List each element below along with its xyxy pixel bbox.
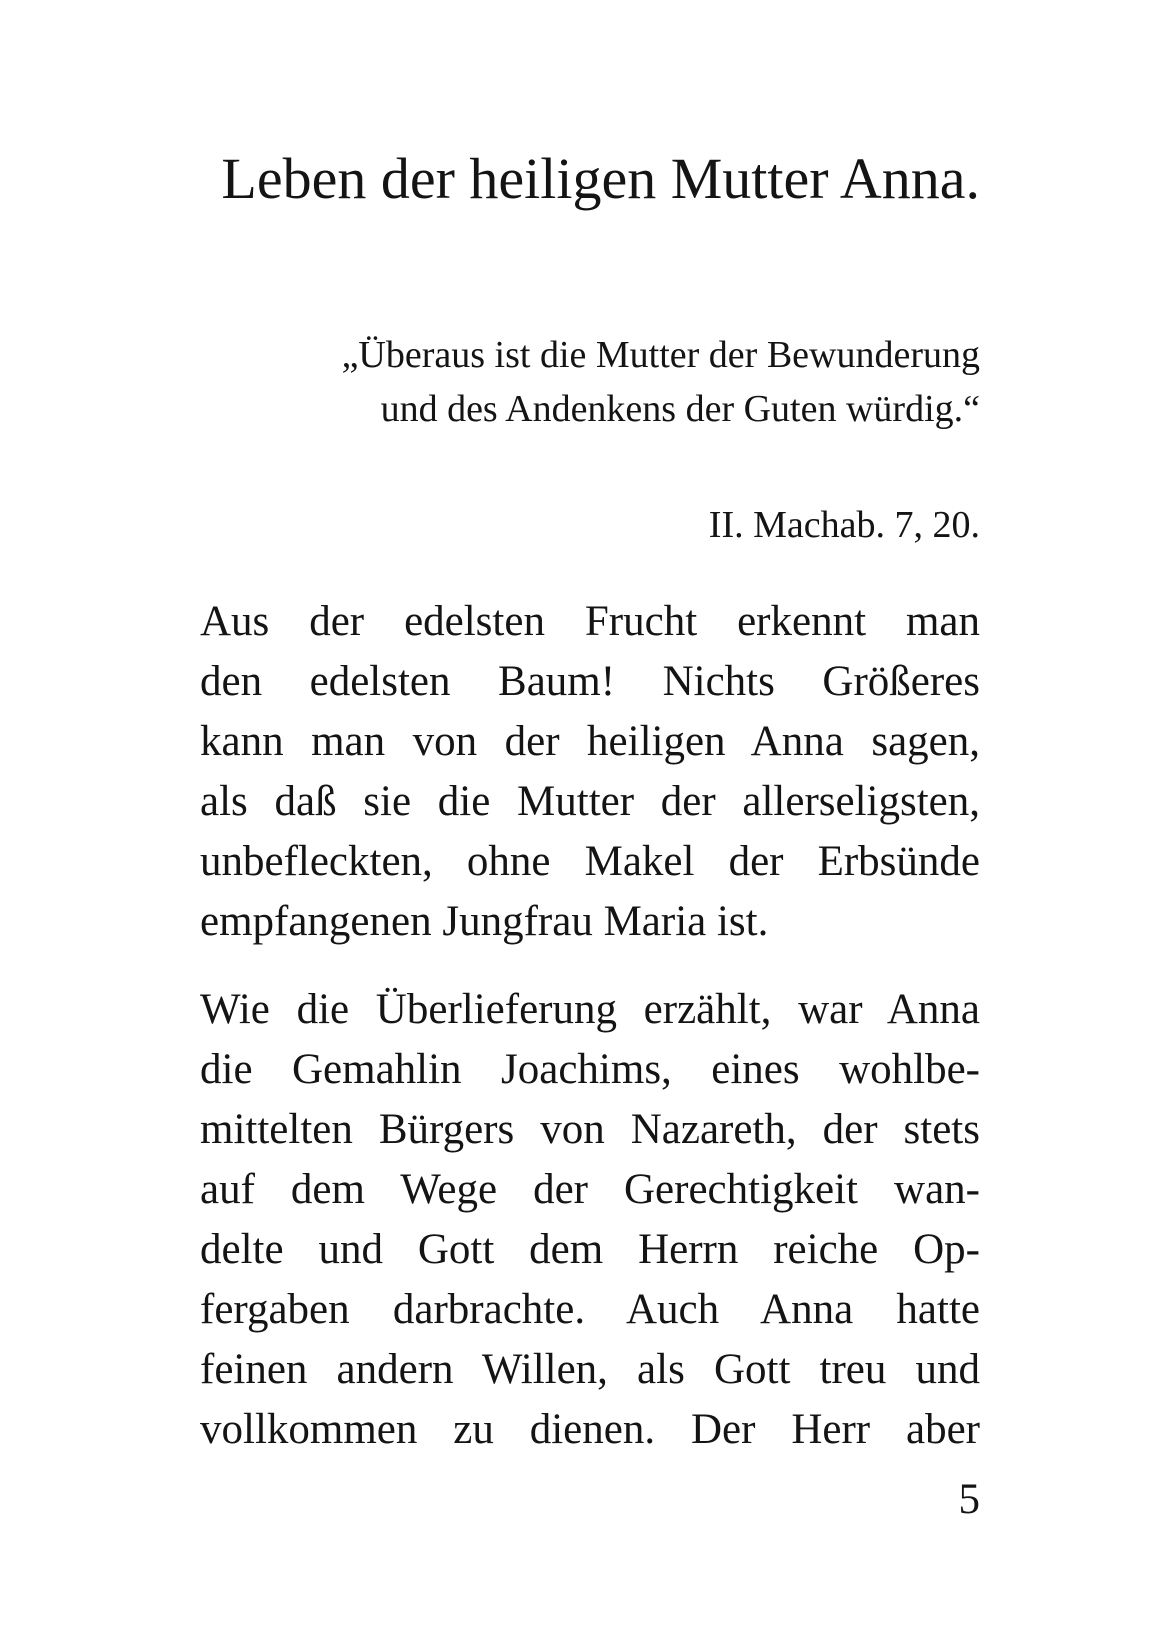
page-number: 5 xyxy=(958,1476,980,1523)
text-line: als daß sie die Mutter der allerseligsten, xyxy=(200,778,980,825)
text-line: Aus der edelsten Frucht erkennt man xyxy=(200,598,980,645)
epigraph-reference: II. Machab. 7, 20. xyxy=(708,504,980,546)
text-line: auf dem Wege der Gerechtigkeit wan- xyxy=(200,1166,980,1213)
epigraph-line: „Überaus ist die Mutter der Bewunderung xyxy=(341,334,980,376)
epigraph-line: und des Andenkens der Guten würdig.“ xyxy=(380,388,980,430)
text-line: die Gemahlin Joachims, eines wohlbe- xyxy=(200,1046,980,1093)
text-line: delte und Gott dem Herrn reiche Op- xyxy=(200,1226,980,1273)
text-line: fergaben darbrachte. Auch Anna hatte xyxy=(200,1286,980,1333)
text-line: vollkommen zu dienen. Der Herr aber xyxy=(200,1406,980,1453)
text-line: unbefleckten, ohne Makel der Erbsünde xyxy=(200,838,980,885)
chapter-title: Leben der heiligen Mutter Anna. xyxy=(221,146,980,211)
text-line: empfangenen Jungfrau Maria ist. xyxy=(200,898,769,945)
epigraph-quote xyxy=(200,328,980,436)
text-line: Wie die Überlieferung erzählt, war Anna xyxy=(200,986,980,1033)
text-line: den edelsten Baum! Nichts Größeres xyxy=(200,658,980,705)
text-line: mittelten Bürgers von Nazareth, der stets xyxy=(200,1106,980,1153)
body-paragraph xyxy=(200,980,980,1460)
text-line: feinen andern Willen, als Gott treu und xyxy=(200,1346,980,1393)
body-paragraph xyxy=(200,592,980,952)
text-line: kann man von der heiligen Anna sagen, xyxy=(200,718,980,765)
